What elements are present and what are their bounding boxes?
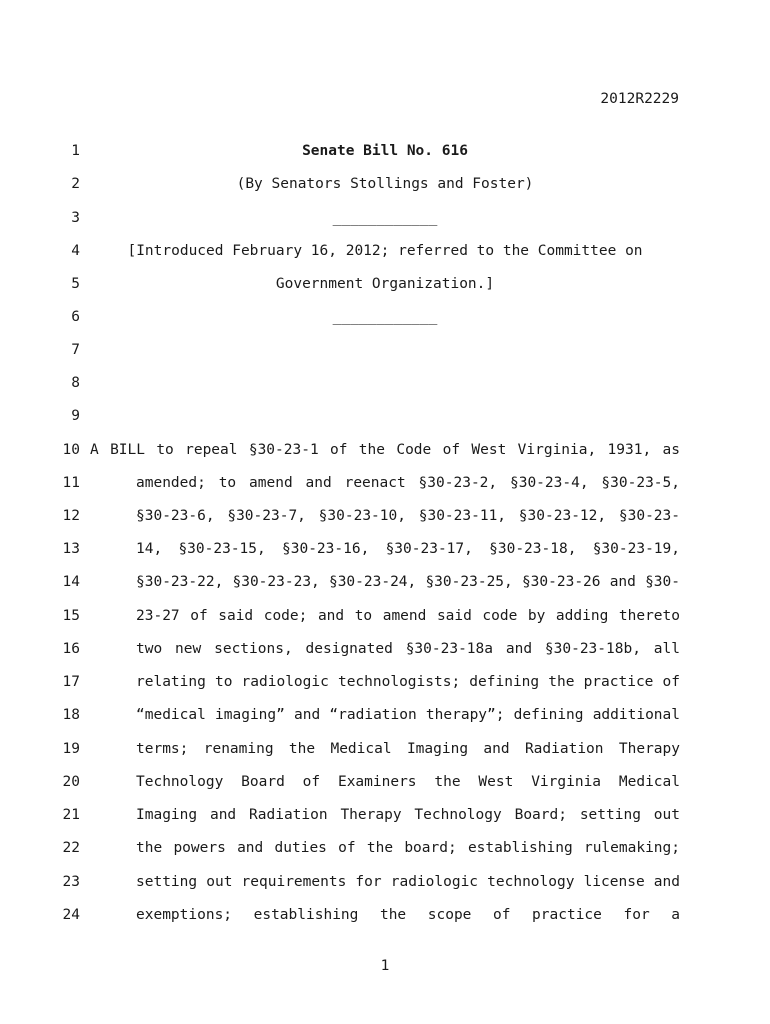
bill-text-line: Technology Board of Examiners the West Virginia Medical (136, 774, 680, 790)
line-number: 19 (62, 741, 80, 757)
line-number: 14 (62, 574, 80, 590)
line-number: 16 (62, 641, 80, 657)
document-id: 2012R2229 (600, 91, 679, 107)
line-number: 5 (71, 276, 80, 292)
bill-text-line: two new sections, designated §30-23-18a and §30-23-18b, all (136, 641, 680, 657)
bill-text-line: terms; renaming the Medical Imaging and Radiation Therapy (136, 741, 680, 757)
line-number: 15 (62, 608, 80, 624)
blank-line (90, 367, 680, 400)
line-number: 1 (71, 143, 80, 159)
line-number: 8 (71, 375, 80, 391)
bill-text-line: setting out requirements for radiologic technology license and (136, 874, 680, 890)
line-number: 18 (62, 707, 80, 723)
bill-title: Senate Bill No. 616 (302, 143, 468, 159)
bill-text-line: exemptions; establishing the scope of practice for a (136, 907, 680, 923)
bill-text-line: Imaging and Radiation Therapy Technology Board; setting out (136, 807, 680, 823)
blank-line (90, 334, 680, 367)
line-number: 6 (71, 309, 80, 325)
line-number: 23 (62, 874, 80, 890)
line-number: 22 (62, 840, 80, 856)
bill-text-line: amended; to amend and reenact §30-23-2, §30-23-4, §30-23-5, (136, 475, 680, 491)
line-number: 3 (71, 210, 80, 226)
bill-text-line: §30-23-22, §30-23-23, §30-23-24, §30-23-25, §30-23-26 and §30- (136, 574, 680, 590)
introduction-line: [Introduced February 16, 2012; referred to the Committee on (127, 243, 643, 259)
bill-text-line: A BILL to repeal §30-23-1 of the Code of West Virginia, 1931, as (90, 442, 680, 458)
line-number: 24 (62, 907, 80, 923)
line-number: 11 (62, 475, 80, 491)
introduction-line: Government Organization.] (275, 276, 495, 292)
line-number: 7 (71, 342, 80, 358)
separator-rule: ____________ (332, 309, 438, 325)
line-number: 20 (62, 774, 80, 790)
line-number: 13 (62, 541, 80, 557)
bill-text-line: §30-23-6, §30-23-7, §30-23-10, §30-23-11, §30-23-12, §30-23- (136, 508, 680, 524)
line-number: 9 (71, 408, 80, 424)
line-number: 12 (62, 508, 80, 524)
separator-rule: ____________ (332, 210, 438, 226)
line-number: 2 (71, 176, 80, 192)
bill-text-line: the powers and duties of the board; establishing rulemaking; (136, 840, 680, 856)
line-number: 4 (71, 243, 80, 259)
page-number: 1 (380, 958, 390, 974)
blank-line (90, 400, 680, 433)
bill-text-line: relating to radiologic technologists; defining the practice of (136, 674, 680, 690)
line-number: 21 (62, 807, 80, 823)
bill-text-line: 23-27 of said code; and to amend said code by adding thereto (136, 608, 680, 624)
line-number: 10 (62, 442, 80, 458)
bill-text-line: 14, §30-23-15, §30-23-16, §30-23-17, §30-23-18, §30-23-19, (136, 541, 680, 557)
line-number: 17 (62, 674, 80, 690)
bill-sponsors: (By Senators Stollings and Foster) (236, 176, 534, 192)
bill-text-line: “medical imaging” and “radiation therapy”; defining additional (136, 707, 680, 723)
